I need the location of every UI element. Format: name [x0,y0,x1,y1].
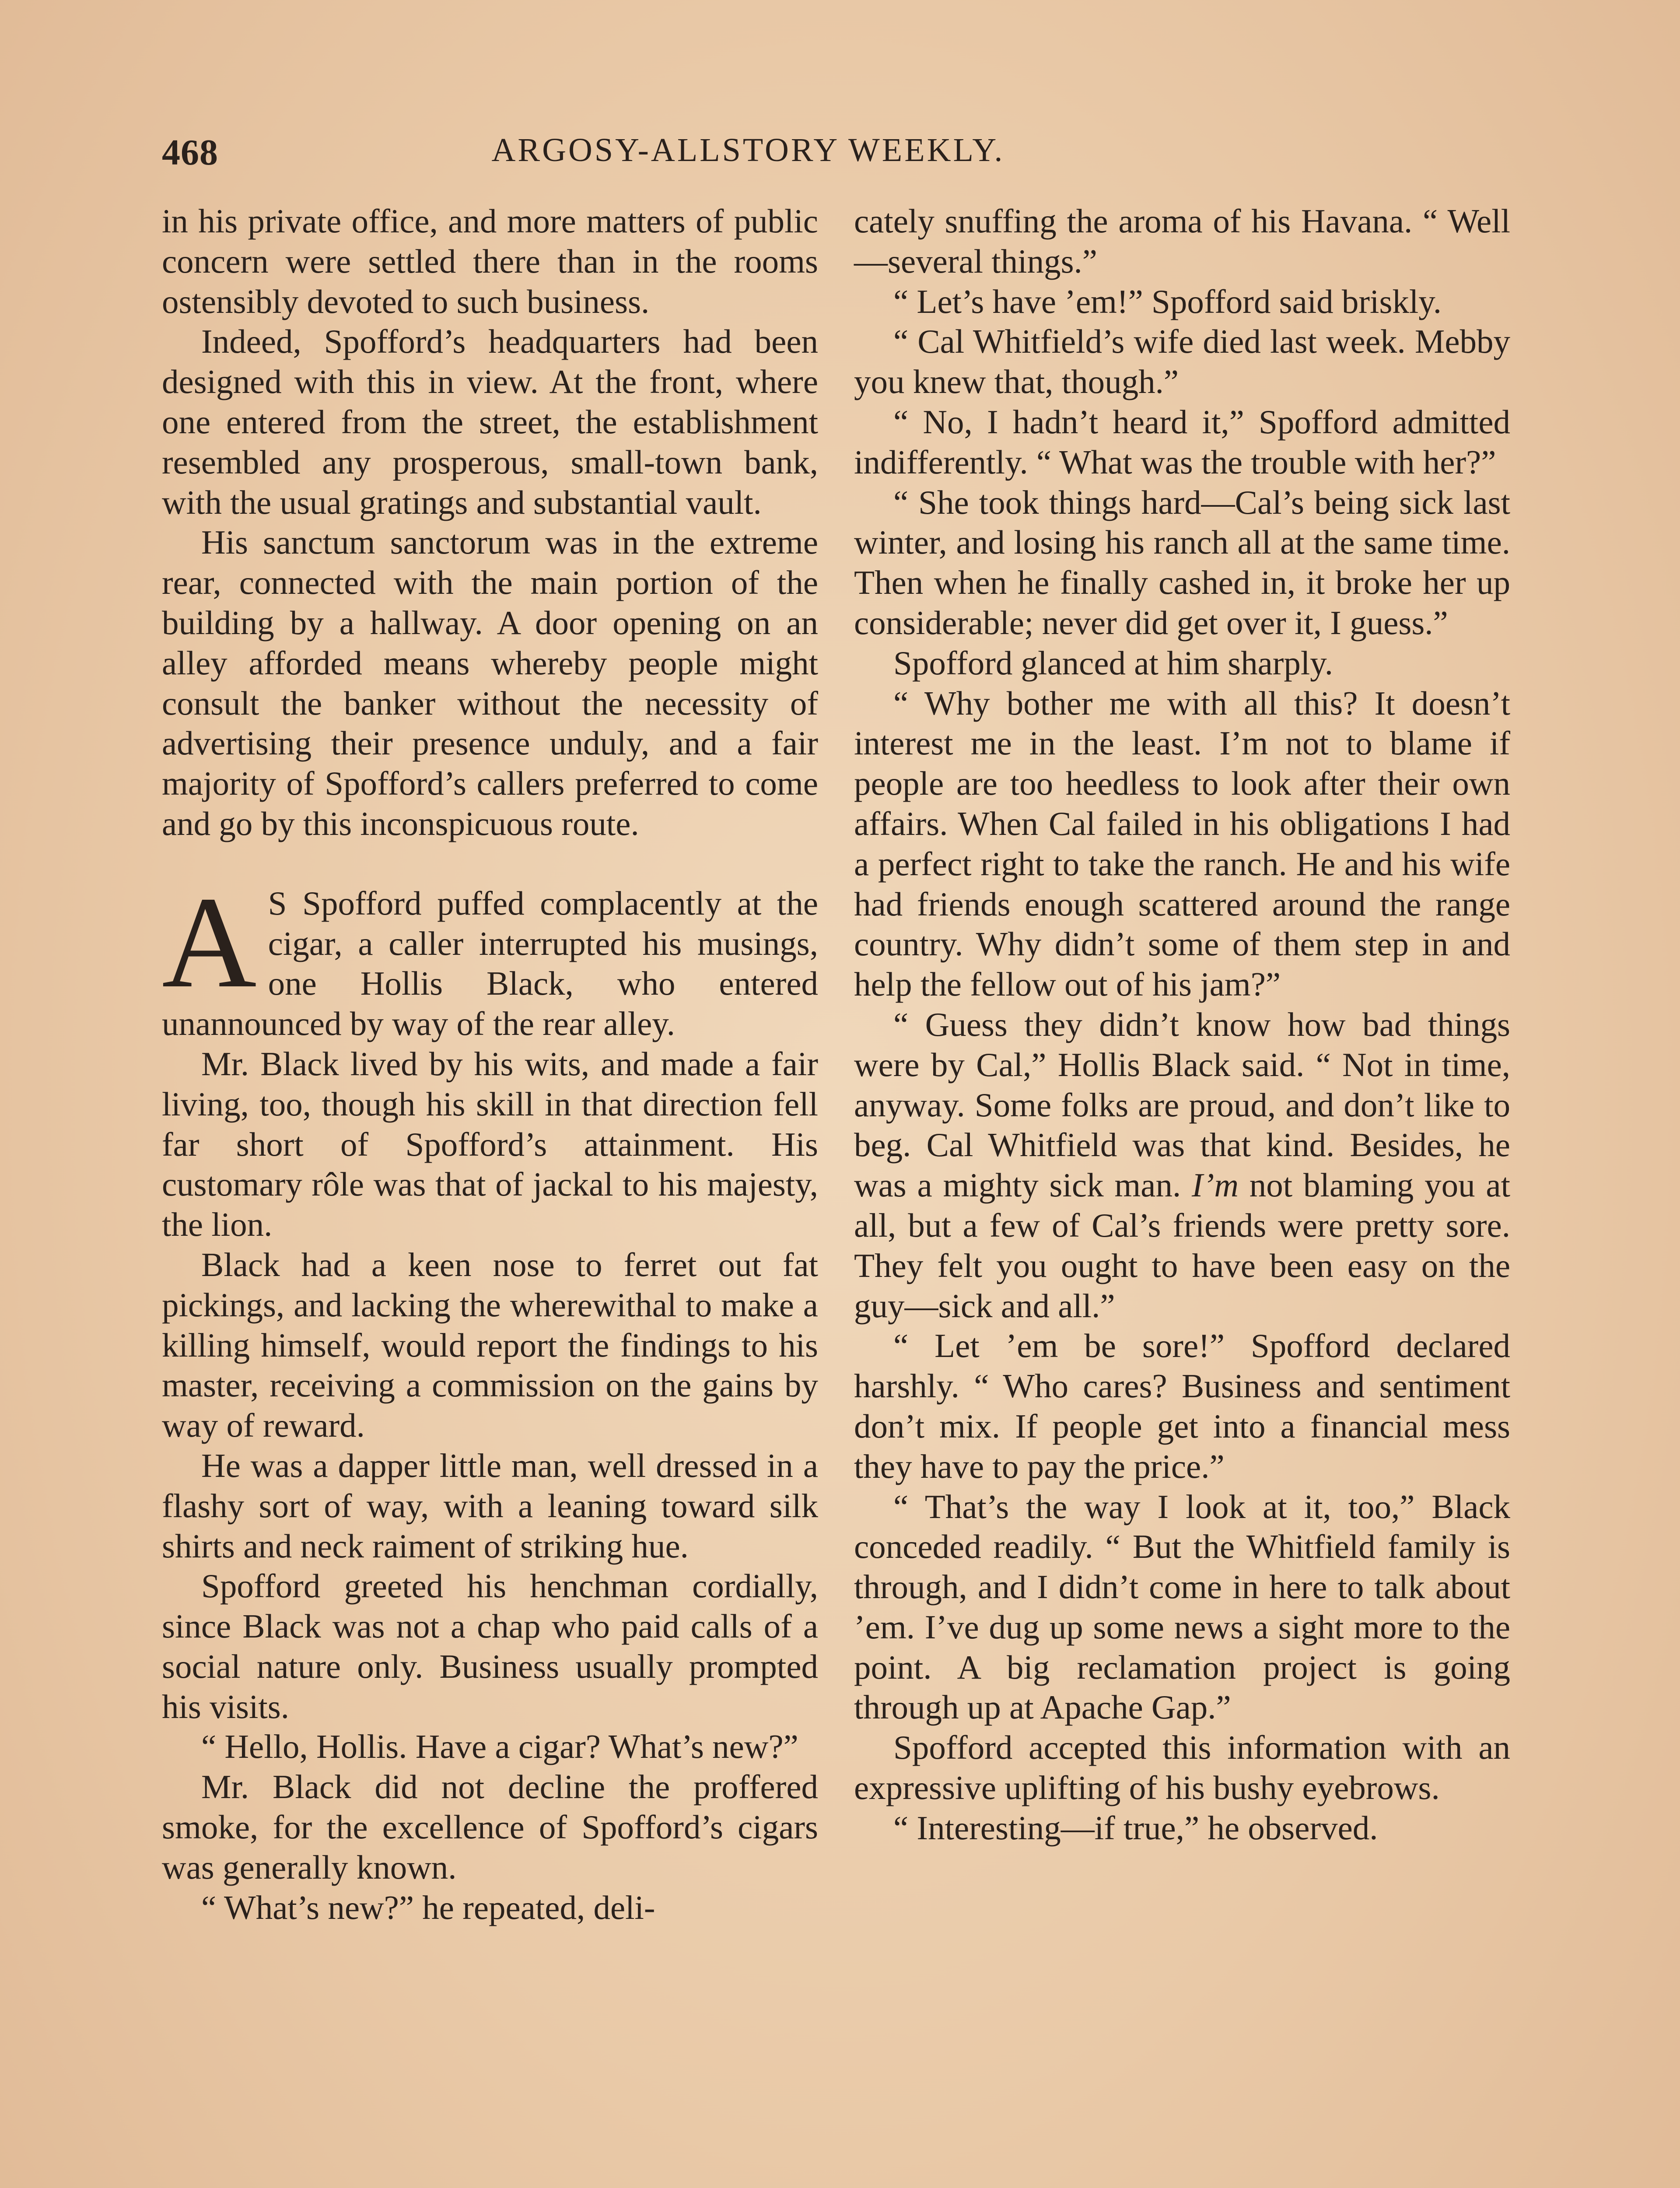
left-text-column [162,201,818,1928]
page-header [158,131,1514,179]
paragraph: “ What’s new?” he repeated, deli- [201,1888,655,1926]
page-number: 468 [162,132,218,173]
text-run: “ Guess they didn’t know how bad things were by Cal,” Hollis Black said. “ Not in time, anyway. Some folks are proud, and don’t like to beg. Cal Whitfield was that kind. Besides, he was a mighty sick man. [854,1005,1510,1204]
paragraph: Mr. Black lived by his wits, and made a fair living, too, though his skill in that direction fell far short of Spofford’s attainment. His customary rôle was that of jackal to his majesty, the lion. [162,1045,818,1244]
italic-text: I’m [1192,1166,1239,1204]
paragraph: Mr. Black did not decline the proffered smoke, for the excellence of Spofford’s cigars was generally known. [162,1768,818,1886]
paragraph: His sanctum sanctorum was in the extreme rear, connected with the main portion of the building by a hallway. A door opening on an alley afforded means whereby people might consult the banker without the necessity of advertising their presence unduly, and a fair majority of Spofford’s callers preferred to come and go by this inconspicuous route. [162,523,818,842]
paragraph: Black had a keen nose to ferret out fat pickings, and lacking the wherewithal to make a killing himself, would report the findings to his master, receiving a commission on the gains by way of reward. [162,1245,818,1445]
right-text-column [854,201,1510,1848]
paragraph: Spofford glanced at him sharply. [893,644,1334,682]
paragraph: cately snuffing the aroma of his Havana. “ Well—several things.” [854,202,1510,280]
paragraph: “ That’s the way I look at it, too,” Black conceded readily. “ But the Whitfield family is through, and I didn’t come in here to talk about ’em. I’ve dug up some news a sight more to the point. A big reclamation project is going through up at Apache Gap.” [854,1487,1510,1726]
paragraph: He was a dapper little man, well dressed in a flashy sort of way, with a leaning toward silk shirts and neck raiment of striking hue. [162,1446,818,1565]
paragraph: “ No, I hadn’t heard it,” Spofford admitted indifferently. “ What was the trouble with her?” [854,403,1510,481]
paragraph: Indeed, Spofford’s headquarters had been designed with this in view. At the front, where one entered from the street, the establishment resembled any prosperous, small-town bank, with the usual gratings and substantial vault. [162,323,818,521]
section-opening-text: S Spofford puffed complacently at the cigar, a caller interrupted his musings, one Hollis Black, who entered unannounced by way of the rear alley. [162,884,818,1043]
paragraph: “ Let ’em be sore!” Spofford declared harshly. “ Who cares? Business and sentiment don’t mix. If people get into a financial mess they have to pay the price.” [854,1327,1510,1485]
paragraph: “ Why bother me with all this? It doesn’t interest me in the least. I’m not to blame if people are too heedless to look after their own affairs. When Cal failed in his obligations I had a perfect right to take the ranch. He and his wife had friends enough scattered around the range country. Why didn’t some of them step in and help the fellow out of his jam?” [854,684,1510,1003]
paragraph [854,1005,1510,1326]
paragraph: “ Hello, Hollis. Have a cigar? What’s new?” [201,1728,798,1766]
paragraph: “ Interesting—if true,” he observed. [893,1809,1378,1847]
section-opening-paragraph [162,869,818,1044]
paragraph: “ Let’s have ’em!” Spofford said briskly. [893,282,1442,320]
paragraph: “ She took things hard—Cal’s being sick last winter, and losing his ranch all at the same time. Then when he finally cashed in, it broke her up considerable; never did get over it, I guess.” [854,483,1510,642]
running-title: ARGOSY-ALLSTORY WEEKLY. [491,132,1005,168]
paragraph: Spofford greeted his henchman cordially, since Black was not a chap who paid calls of a social nature only. Business usually prompted his visits. [162,1567,818,1725]
section-break [162,844,818,884]
text-run: not blaming you at all, but a few of Cal’s friends were pretty sore. They felt you ought to have been easy on the guy—sick and all.” [854,1166,1510,1325]
paragraph: “ Cal Whitfield’s wife died last week. Mebby you knew that, though.” [854,323,1510,401]
drop-cap: A [162,869,257,1015]
paragraph: in his private office, and more matters of public concern were settled there than in the rooms ostensibly devoted to such business. [162,202,818,320]
paragraph: Spofford accepted this information with an expressive uplifting of his bushy eyebrows. [854,1729,1510,1807]
